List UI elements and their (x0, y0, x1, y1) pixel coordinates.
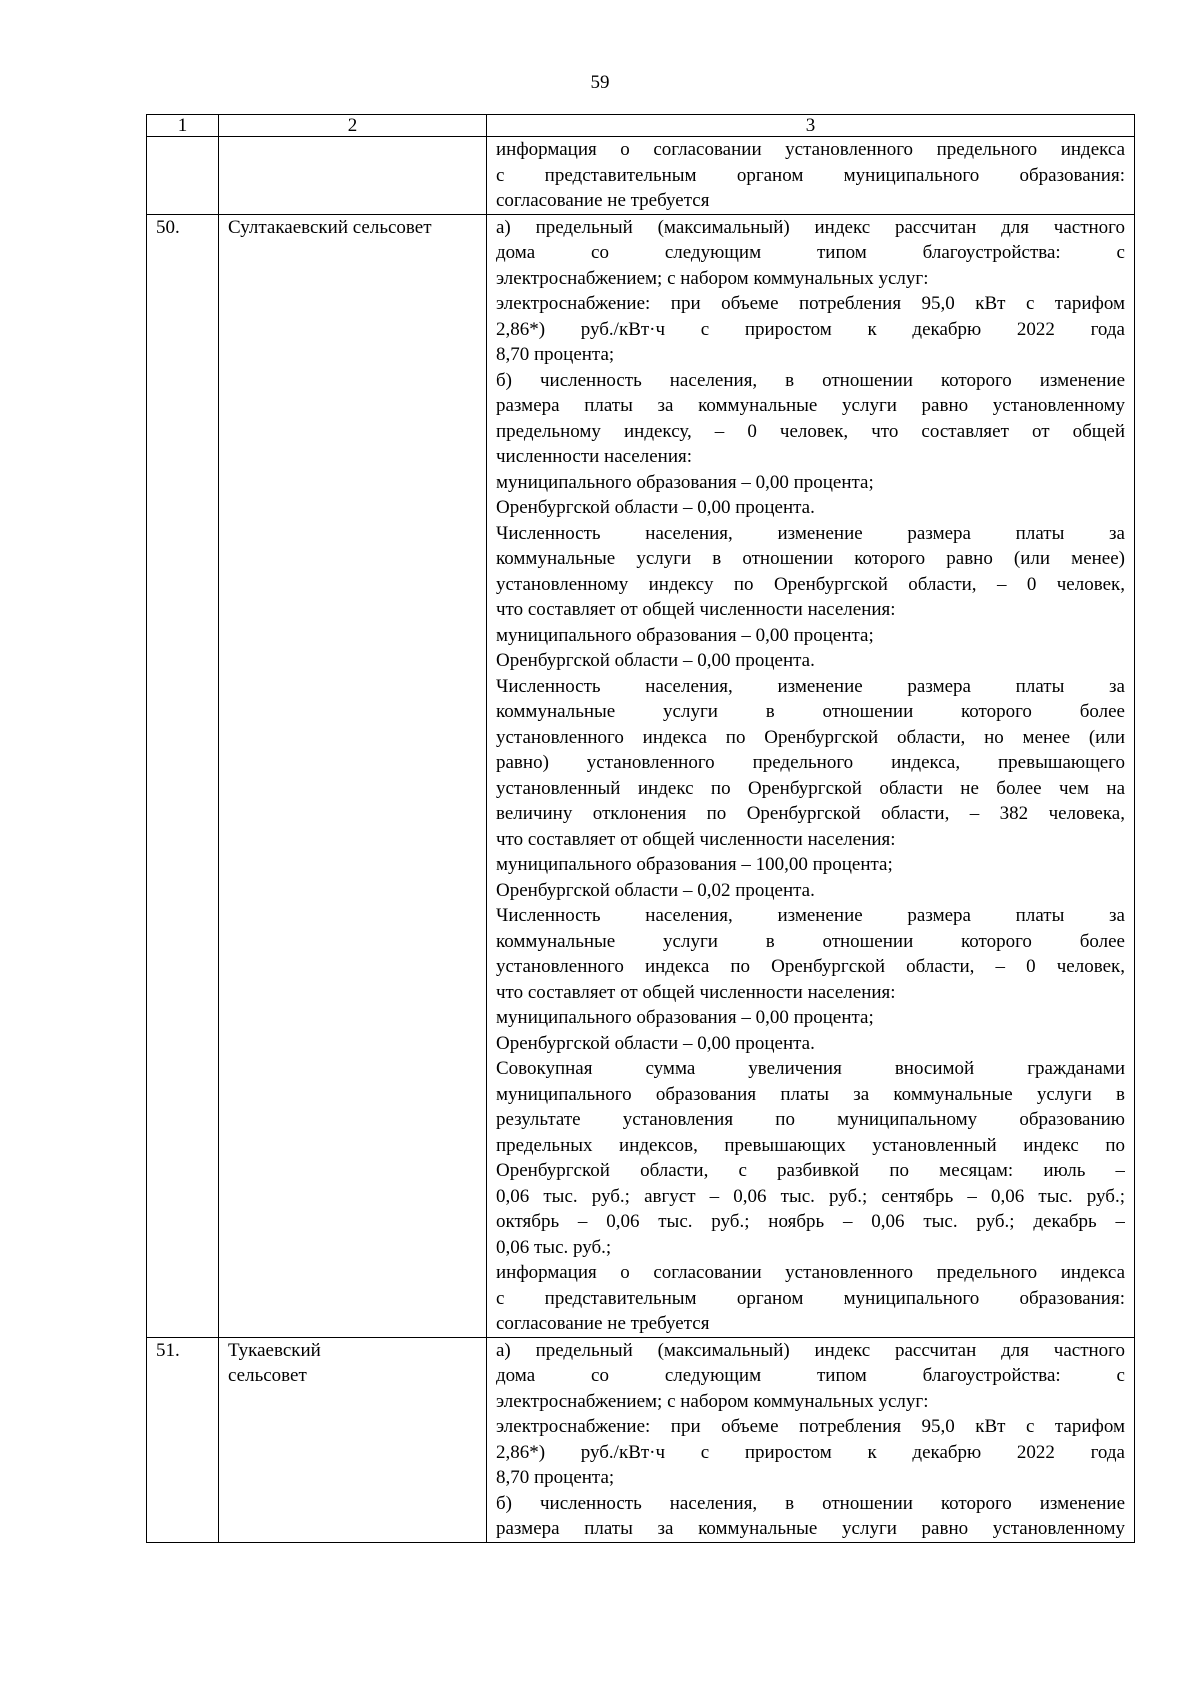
text-line: коммунальные услуги в отношении которого более (496, 930, 1125, 952)
text-line: 2,86*) руб./кВт·ч с приростом к декабрю 2022 года (496, 318, 1125, 340)
text-line: предельному индексу, – 0 человек, что составляет от общей (496, 420, 1125, 442)
column-number-2: 2 (219, 115, 487, 137)
municipality-name-cell (219, 214, 487, 1337)
text-line: б) численность населения, в отношении которого изменение (496, 369, 1125, 391)
text-line: 8,70 процента; (496, 1467, 615, 1488)
text-line: дома со следующим типом благоустройства: с (496, 1365, 1125, 1386)
text-line: Численность населения, изменение размера платы за (496, 675, 1125, 697)
text-line: коммунальные услуги в отношении которого равно (или менее) (496, 548, 1125, 569)
text-line: что составляет от общей численности населения: (496, 828, 896, 850)
text-line: октябрь – 0,06 тыс. руб.; ноябрь – 0,06 тыс. руб.; декабрь – (496, 1211, 1125, 1232)
municipality-name: Султакаевский сельсовет (228, 216, 432, 238)
text-line: коммунальные услуги в отношении которого более (496, 701, 1125, 722)
text-line: электроснабжением; с набором коммунальных услуг: (496, 267, 929, 289)
table-row (147, 214, 1135, 1337)
text-line: 0,06 тыс. руб.; август – 0,06 тыс. руб.; сентябрь – 0,06 тыс. руб.; (496, 1185, 1125, 1207)
text-line: 8,70 процента; (496, 344, 615, 365)
column-number-3: 3 (487, 115, 1135, 137)
text-line: предельных индексов, превышающих установленный индекс по (496, 1134, 1125, 1156)
row-number-cell: 51. (147, 1337, 219, 1542)
text-line: с представительным органом муниципального образования: (496, 164, 1125, 186)
text-line: установленного индекса по Оренбургской области, но менее (или (496, 726, 1125, 748)
text-line: размера платы за коммунальные услуги равно установленному (496, 1518, 1125, 1539)
text-line: установленному индексу по Оренбургской области, – 0 человек, (496, 573, 1125, 595)
text-line: размера платы за коммунальные услуги равно установленному (496, 395, 1125, 416)
indices-table (146, 114, 1135, 1543)
text-line: с представительным органом муниципального образования: (496, 1287, 1125, 1309)
municipality-name: Тукаевский (228, 1339, 321, 1361)
column-number-1: 1 (147, 115, 219, 137)
text-line: Оренбургской области – 0,00 процента. (496, 650, 815, 671)
text-line: результате установления по муниципальному образованию (496, 1109, 1125, 1130)
continuation-row (147, 137, 1135, 215)
text-line: установленный индекс по Оренбургской области не более чем на (496, 777, 1125, 799)
text-line: Оренбургской области, с разбивкой по месяцам: июль – (496, 1160, 1125, 1181)
text-line: информация о согласовании установленного предельного индекса (496, 1262, 1125, 1283)
text-line: муниципального образования – 100,00 процента; (496, 854, 893, 875)
text-line: муниципального образования – 0,00 процента; (496, 1007, 874, 1028)
text-line: 2,86*) руб./кВт·ч с приростом к декабрю 2022 года (496, 1441, 1125, 1463)
text-line: а) предельный (максимальный) индекс рассчитан для частного (496, 1339, 1125, 1361)
continuation-text-cell (487, 137, 1135, 215)
text-line: согласование не требуется (496, 190, 710, 211)
text-line: Оренбургской области – 0,00 процента. (496, 1032, 815, 1054)
text-line: равно) установленного предельного индекса, превышающего (496, 752, 1125, 773)
text-line: муниципального образования – 0,00 процента; (496, 471, 874, 493)
text-line: численности населения: (496, 446, 693, 467)
text-line: муниципального образования – 0,00 процента; (496, 624, 874, 646)
text-line: установленного индекса по Оренбургской области, – 0 человек, (496, 956, 1125, 977)
continuation-name-cell (219, 137, 487, 215)
text-line: а) предельный (максимальный) индекс рассчитан для частного (496, 216, 1125, 238)
text-line: Оренбургской области – 0,02 процента. (496, 879, 815, 901)
text-line: электроснабжением; с набором коммунальных услуг: (496, 1390, 929, 1412)
text-line: дома со следующим типом благоустройства: с (496, 242, 1125, 263)
table-row (147, 1337, 1135, 1542)
municipality-name-cell (219, 1337, 487, 1542)
continuation-number-cell (147, 137, 219, 215)
text-line: что составляет от общей численности населения: (496, 599, 896, 620)
row-text-cell (487, 1337, 1135, 1542)
text-line: информация о согласовании установленного предельного индекса (496, 139, 1125, 160)
text-line: Численность населения, изменение размера платы за (496, 522, 1125, 544)
text-line: что составляет от общей численности населения: (496, 981, 896, 1003)
text-line: 0,06 тыс. руб.; (496, 1236, 612, 1258)
text-line: электроснабжение: при объеме потребления 95,0 кВт с тарифом (496, 293, 1125, 314)
text-line: согласование не требуется (496, 1313, 710, 1334)
text-line: величину отклонения по Оренбургской области, – 382 человека, (496, 803, 1125, 824)
municipality-name: сельсовет (228, 1365, 307, 1386)
row-text-cell (487, 214, 1135, 1337)
text-line: Оренбургской области – 0,00 процента. (496, 497, 815, 518)
text-line: Совокупная сумма увеличения вносимой гражданами (496, 1058, 1125, 1079)
text-line: Численность населения, изменение размера платы за (496, 905, 1125, 926)
page-number: 59 (590, 72, 610, 93)
text-line: электроснабжение: при объеме потребления 95,0 кВт с тарифом (496, 1416, 1125, 1437)
row-number-cell: 50. (147, 214, 219, 1337)
table-header-row (147, 115, 1135, 137)
text-line: муниципального образования платы за коммунальные услуги в (496, 1083, 1125, 1105)
text-line: б) численность населения, в отношении которого изменение (496, 1492, 1125, 1514)
